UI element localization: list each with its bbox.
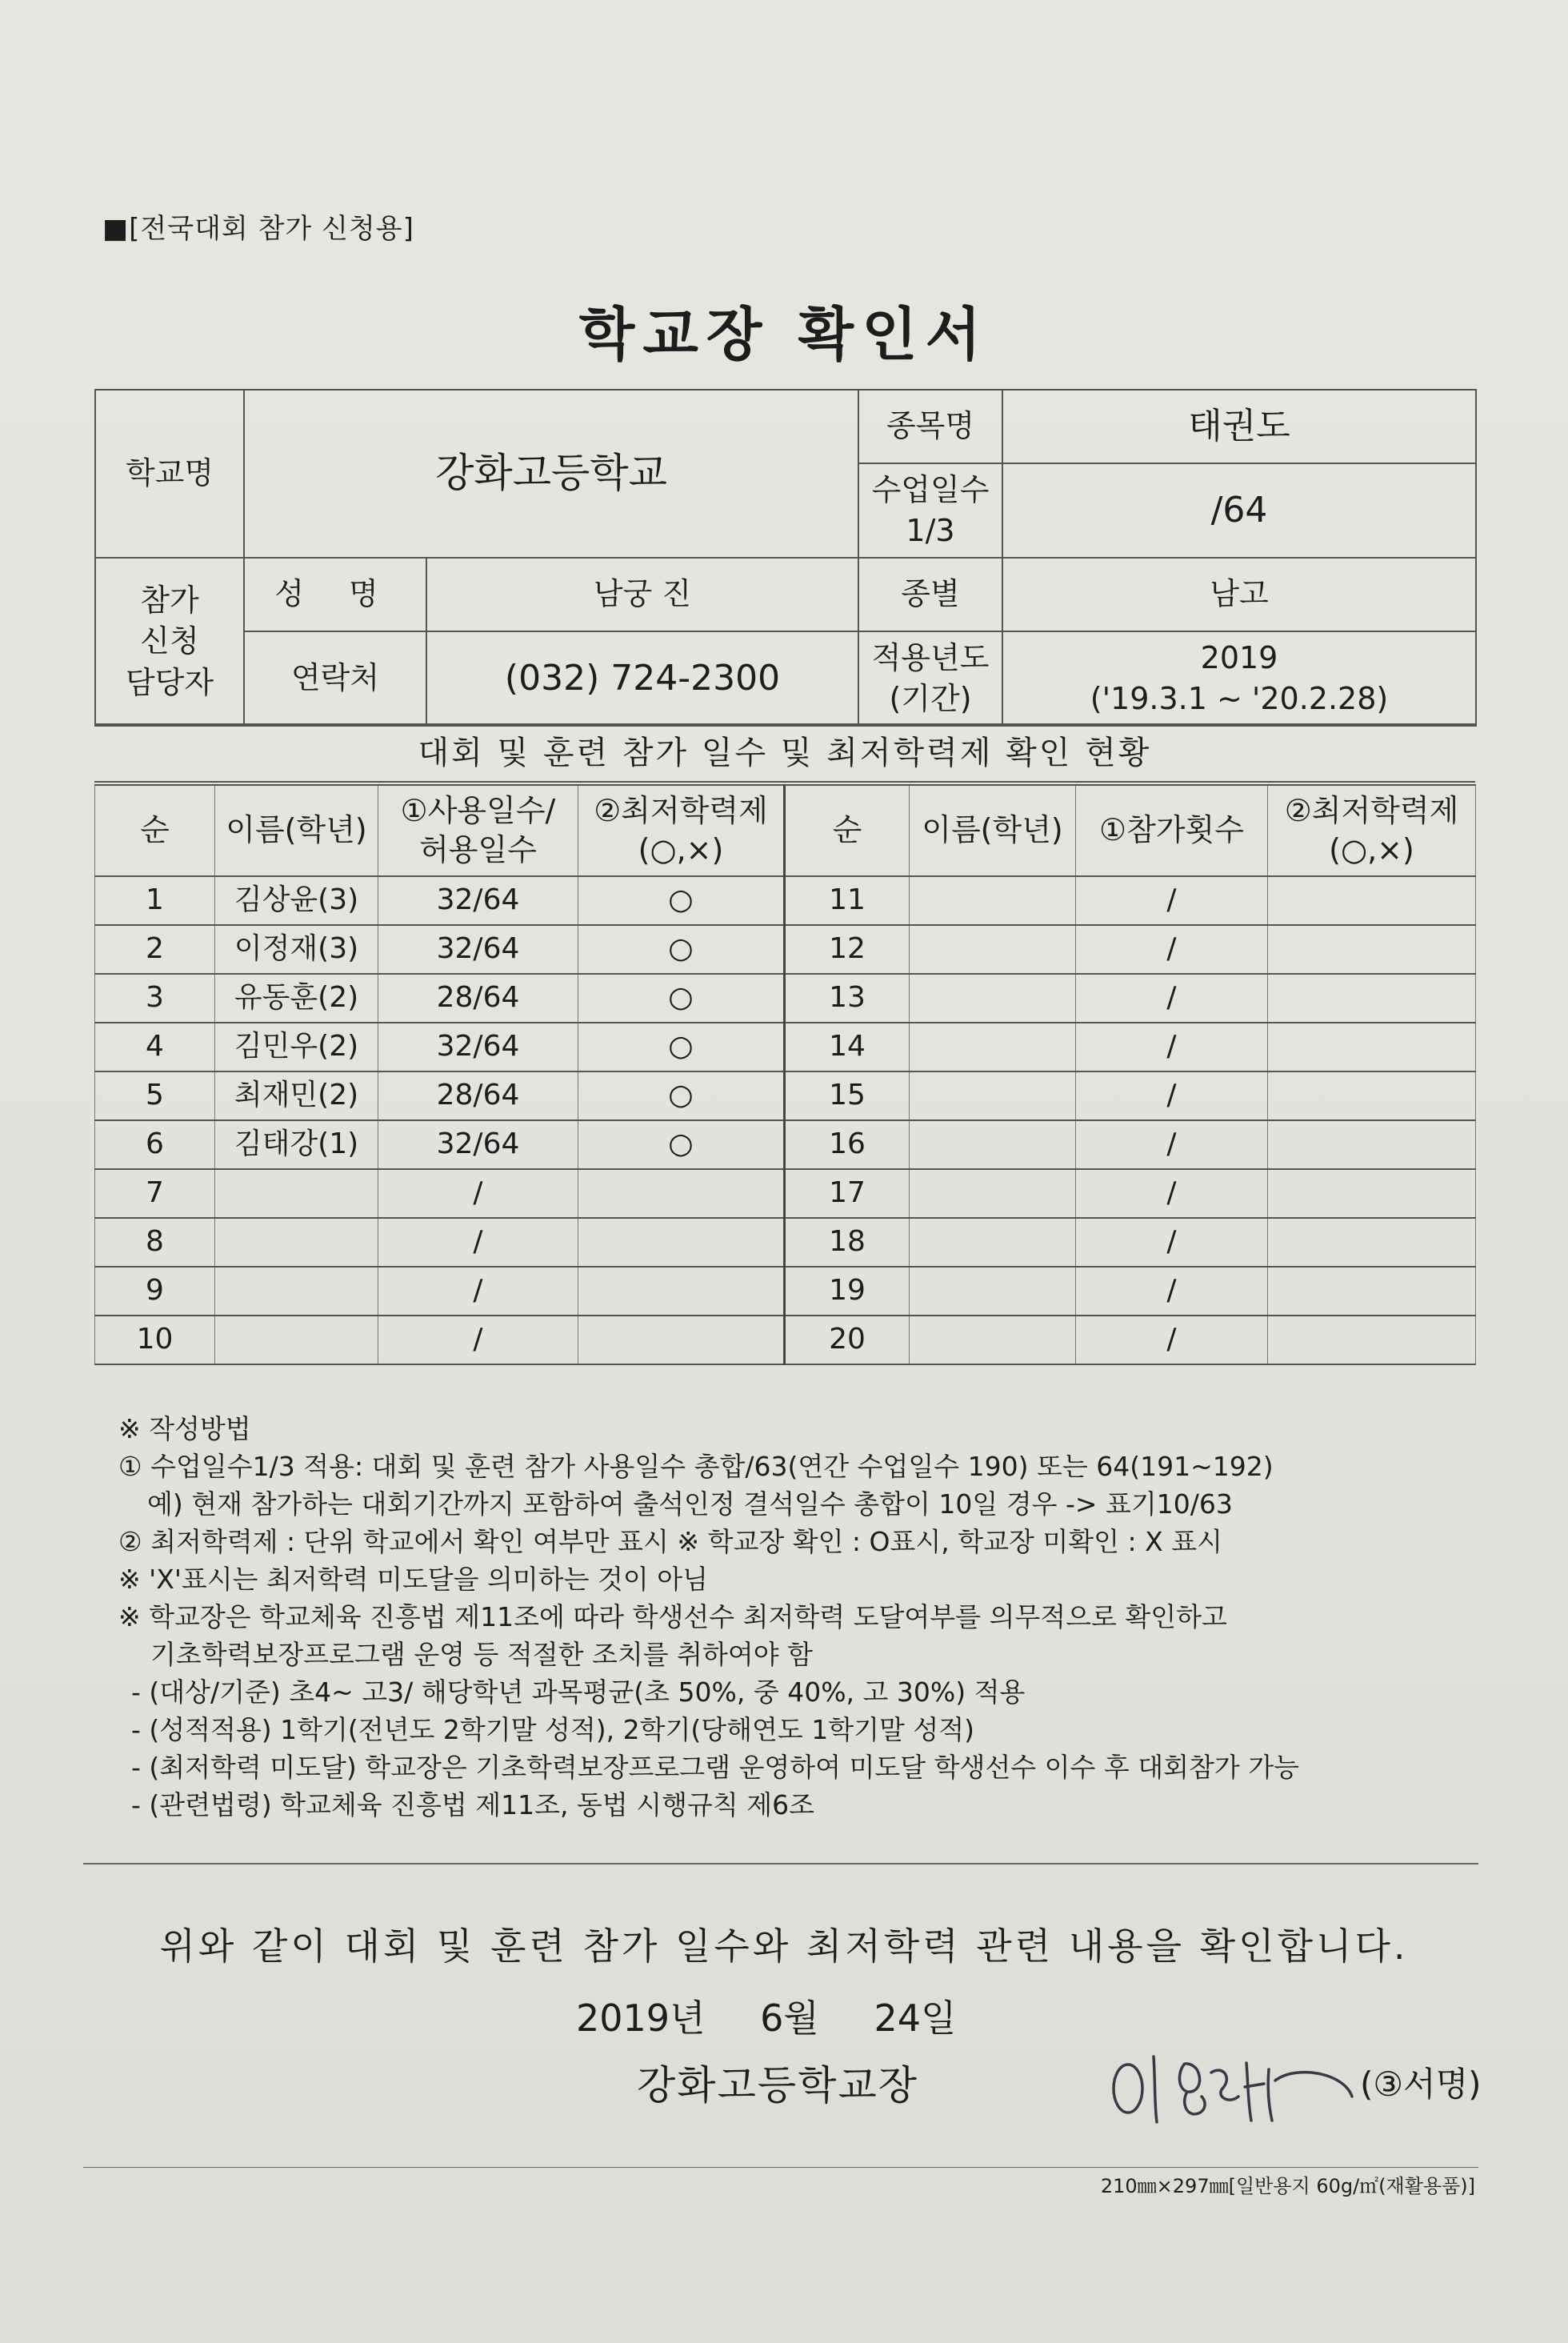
note-line: - (최저학력 미도달) 학교장은 기초학력보장프로그램 운영하여 미도달 학생선수 이수 후 대회참가 가능 — [131, 1752, 1300, 1783]
row-name — [215, 1316, 378, 1364]
row-min-level — [578, 1316, 785, 1364]
row-min-level-right — [1268, 1120, 1476, 1169]
row-name: 김태강(1) — [215, 1120, 378, 1169]
handwritten-signature-icon — [1104, 2041, 1368, 2129]
divider-upper — [83, 1863, 1478, 1864]
row-min-level: ○ — [578, 1071, 785, 1120]
row-no: 3 — [95, 974, 215, 1023]
row-count-right: / — [1076, 1071, 1268, 1120]
row-name-right — [910, 925, 1076, 974]
row-days: 28/64 — [378, 1071, 578, 1120]
row-name: 최재민(2) — [215, 1071, 378, 1120]
note-line: - (관련법령) 학교체육 진흥법 제11조, 동법 시행규칙 제6조 — [131, 1789, 814, 1820]
row-count-right: / — [1076, 1316, 1268, 1364]
row-name-right — [910, 1267, 1076, 1316]
row-min-level-right — [1268, 1169, 1476, 1218]
table-row — [95, 1071, 1476, 1120]
row-name-right — [910, 1316, 1076, 1364]
date-month: 6월 — [760, 1997, 819, 2040]
row-min-level — [578, 1267, 785, 1316]
row-days: / — [378, 1267, 578, 1316]
header-min-level-line1: ②최저학력제 — [594, 792, 768, 828]
row-count-right: / — [1076, 1267, 1268, 1316]
row-min-level — [578, 1218, 785, 1267]
row-name-right — [910, 876, 1076, 925]
header-no: 순 — [95, 785, 215, 876]
row-name: 김상윤(3) — [215, 876, 378, 925]
school-label: 학교명 — [95, 390, 244, 558]
sport-label: 종목명 — [858, 390, 1002, 463]
row-min-level-right — [1268, 1071, 1476, 1120]
row-no-right: 12 — [785, 925, 910, 974]
row-no-right: 14 — [785, 1023, 910, 1071]
year-value-line2: ('19.3.1 ~ '20.2.28) — [1090, 681, 1389, 716]
row-name-right — [910, 974, 1076, 1023]
row-min-level — [578, 1169, 785, 1218]
row-no: 5 — [95, 1071, 215, 1120]
header-min-level-right-line2: (○,×) — [1329, 832, 1414, 867]
manager-label — [95, 558, 244, 726]
header-name: 이름(학년) — [215, 785, 378, 876]
year-label — [858, 631, 1002, 726]
manager-label-line2: 신청 — [140, 623, 199, 659]
year-label-line1: 적용년도 — [871, 639, 990, 675]
note-line: ① 수업일수1/3 적용: 대회 및 훈련 참가 사용일수 총합/63(연간 수업일수 190) 또는 64(191~192) — [118, 1451, 1274, 1482]
row-count-right: / — [1076, 1218, 1268, 1267]
name-label: 성 명 — [244, 558, 426, 631]
paper-spec: 210㎜×297㎜[일반용지 60g/㎡(재활용품)] — [1100, 2175, 1475, 2197]
table-row — [95, 1218, 1476, 1267]
class-days-label-line1: 수업일수 — [871, 471, 990, 507]
header-min-level — [578, 785, 785, 876]
row-no-right: 11 — [785, 876, 910, 925]
row-name-right — [910, 1120, 1076, 1169]
row-no: 2 — [95, 925, 215, 974]
row-name — [215, 1169, 378, 1218]
table-row — [95, 876, 1476, 925]
note-line: - (대상/기준) 초4~ 고3/ 해당학년 과목평균(초 50%, 중 40%, 고 30%) 적용 — [131, 1676, 1026, 1708]
table-row — [95, 1316, 1476, 1364]
row-no: 6 — [95, 1120, 215, 1169]
row-no-right: 18 — [785, 1218, 910, 1267]
contact-label: 연락처 — [244, 631, 426, 726]
row-no-right: 20 — [785, 1316, 910, 1364]
row-min-level-right — [1268, 1316, 1476, 1364]
table-row — [95, 1023, 1476, 1071]
table-row — [95, 1120, 1476, 1169]
row-min-level: ○ — [578, 974, 785, 1023]
year-value — [1002, 631, 1476, 726]
note-line: - (성적적용) 1학기(전년도 2학기말 성적), 2학기(당해연도 1학기말 성적) — [131, 1714, 975, 1745]
row-days: / — [378, 1316, 578, 1364]
principal-title: 강화고등학교장 — [637, 2062, 919, 2109]
note-line: ② 최저학력제 : 단위 학교에서 확인 여부만 표시 ※ 학교장 확인 : O표시, 학교장 미확인 : X 표시 — [118, 1526, 1222, 1557]
row-name — [215, 1218, 378, 1267]
instructions — [118, 1410, 1478, 1824]
manager-label-line1: 참가 — [140, 583, 199, 619]
confirmation-statement: 위와 같이 대회 및 훈련 참가 일수와 최저학력 관련 내용을 확인합니다. — [159, 1924, 1409, 1968]
header-days-line2: 허용일수 — [419, 832, 537, 867]
section-title: 대회 및 훈련 참가 일수 및 최저학력제 확인 현황 — [94, 723, 1475, 783]
note-line: 예) 현재 참가하는 대회기간까지 포함하여 출석인정 결석일수 총합이 10일 경우 -> 표기10/63 — [147, 1488, 1233, 1520]
note-line: ※ 'X'표시는 최저학력 미도달을 의미하는 것이 아님 — [118, 1564, 709, 1595]
year-value-line1: 2019 — [1200, 639, 1278, 675]
row-min-level-right — [1268, 1218, 1476, 1267]
table-row — [95, 1267, 1476, 1316]
row-no-right: 16 — [785, 1120, 910, 1169]
table-row — [95, 1169, 1476, 1218]
row-name: 유동훈(2) — [215, 974, 378, 1023]
divider-lower — [83, 2167, 1478, 2168]
class-days-value: /64 — [1002, 463, 1476, 558]
row-no-right: 15 — [785, 1071, 910, 1120]
sport-value: 태권도 — [1002, 390, 1476, 463]
row-name-right — [910, 1023, 1076, 1071]
table-row — [95, 974, 1476, 1023]
manager-label-line3: 담당자 — [125, 664, 214, 700]
row-name-right — [910, 1071, 1076, 1120]
row-count-right: / — [1076, 1120, 1268, 1169]
year-label-line2: (기간) — [889, 681, 972, 716]
row-min-level: ○ — [578, 1120, 785, 1169]
row-no-right: 19 — [785, 1267, 910, 1316]
category-value: 남고 — [1002, 558, 1476, 631]
row-min-level-right — [1268, 1023, 1476, 1071]
row-days: / — [378, 1218, 578, 1267]
row-no-right: 13 — [785, 974, 910, 1023]
row-count-right: / — [1076, 876, 1268, 925]
header-min-level-right — [1268, 785, 1476, 876]
form-type-tag: ■[전국대회 참가 신청용] — [102, 213, 414, 245]
row-count-right: / — [1076, 925, 1268, 974]
row-days: 32/64 — [378, 1023, 578, 1071]
issue-date — [576, 1989, 994, 2042]
participation-table — [94, 784, 1476, 1365]
row-no: 10 — [95, 1316, 215, 1364]
school-info-table — [94, 389, 1477, 727]
name-value: 남궁 진 — [426, 558, 858, 631]
page-title: 학교장 확인서 — [578, 301, 990, 368]
note-line: ※ 작성방법 — [118, 1413, 251, 1444]
table-body — [95, 876, 1476, 1364]
row-name: 김민우(2) — [215, 1023, 378, 1071]
note-line: ※ 학교장은 학교체육 진흥법 제11조에 따라 학생선수 최저학력 도달여부를 의무적으로 확인하고 — [118, 1601, 1227, 1632]
row-days: 32/64 — [378, 876, 578, 925]
row-count-right: / — [1076, 1023, 1268, 1071]
row-name-right — [910, 1169, 1076, 1218]
header-days — [378, 785, 578, 876]
row-no: 1 — [95, 876, 215, 925]
row-days: 32/64 — [378, 925, 578, 974]
row-count-right: / — [1076, 1169, 1268, 1218]
row-min-level: ○ — [578, 1023, 785, 1071]
row-days: 32/64 — [378, 1120, 578, 1169]
header-min-level-line2: (○,×) — [638, 832, 724, 867]
note-line: 기초학력보장프로그램 운영 등 적절한 조치를 취하여야 함 — [150, 1639, 814, 1670]
category-label: 종별 — [858, 558, 1002, 631]
row-days: 28/64 — [378, 974, 578, 1023]
row-name — [215, 1267, 378, 1316]
date-year: 2019년 — [576, 1997, 706, 2040]
row-name-right — [910, 1218, 1076, 1267]
class-days-label-line2: 1/3 — [906, 513, 955, 548]
class-days-label — [858, 463, 1002, 558]
row-min-level: ○ — [578, 876, 785, 925]
row-no-right: 17 — [785, 1169, 910, 1218]
header-days-line1: ①사용일수/ — [400, 792, 556, 828]
row-min-level-right — [1268, 925, 1476, 974]
header-min-level-right-line1: ②최저학력제 — [1284, 792, 1459, 828]
signature-label: (③서명) — [1360, 2065, 1482, 2104]
header-no-right: 순 — [785, 785, 910, 876]
row-name: 이정재(3) — [215, 925, 378, 974]
header-count-right: ①참가횟수 — [1076, 785, 1268, 876]
header-name-right: 이름(학년) — [910, 785, 1076, 876]
table-header-row — [95, 785, 1476, 876]
row-min-level-right — [1268, 1267, 1476, 1316]
row-no: 9 — [95, 1267, 215, 1316]
school-name: 강화고등학교 — [244, 390, 858, 558]
row-min-level-right — [1268, 876, 1476, 925]
row-no: 4 — [95, 1023, 215, 1071]
table-row — [95, 925, 1476, 974]
row-no: 8 — [95, 1218, 215, 1267]
row-count-right: / — [1076, 974, 1268, 1023]
date-day: 24일 — [874, 1997, 957, 2040]
row-no: 7 — [95, 1169, 215, 1218]
row-days: / — [378, 1169, 578, 1218]
row-min-level: ○ — [578, 925, 785, 974]
row-min-level-right — [1268, 974, 1476, 1023]
contact-value: (032) 724-2300 — [426, 631, 858, 726]
